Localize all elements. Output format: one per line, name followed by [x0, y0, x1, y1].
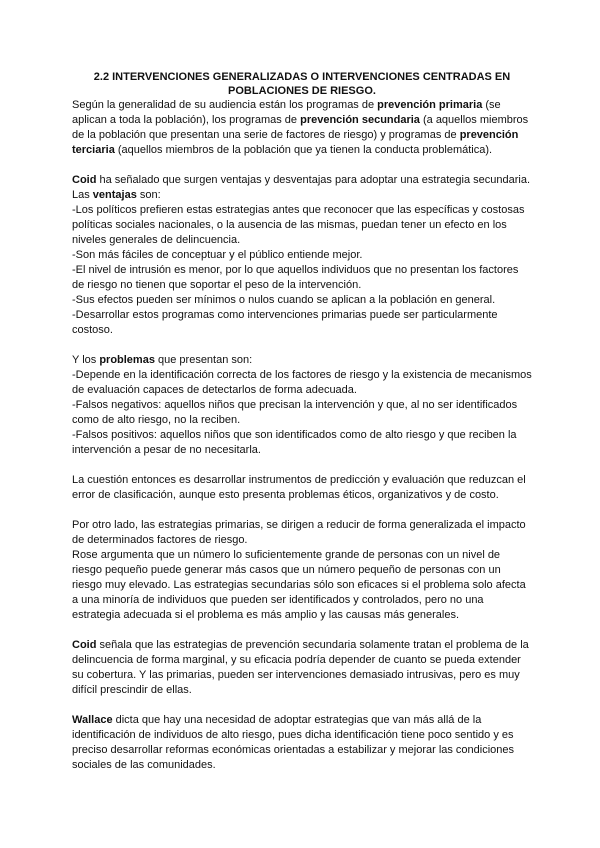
- text: dicta que hay una necesidad de adoptar estrategias que van más allá de la identificación de individuos de alto riesgo, pues dicha identificación tiene poco sentido y es preciso desarrollar reformas económicas orientadas a estabilizar y mejorar las condiciones sociales de las comunidades.: [72, 714, 515, 771]
- advantage-item: -Los políticos prefieren estas estrategias antes que reconocer que las específicas y costosas políticas sociales nacionales, o la ausencia de las mismas, puedan tener un efecto en los niveles generales de delincuencia.: [72, 204, 525, 246]
- bold-term: prevención secundaria: [300, 114, 420, 126]
- text: son:: [136, 189, 161, 201]
- paragraph-prevention-types: [72, 98, 532, 158]
- advantages-intro: [72, 173, 532, 203]
- paragraph-coid: [72, 638, 532, 698]
- bold-term: Coid: [72, 639, 97, 651]
- text: Rose argumenta que un número lo suficientemente grande de personas con un nivel de riesgo pequeño puede generar más casos que un número pequeño de personas con un riesgo muy elevado. Las estrategias secundarias sólo son eficaces si el problema solo afecta a una minoría de individuos que pueden ser identificados y controlados, pero no una estrategia adecuada si el problema es más amplio y las causas más generales.: [72, 549, 526, 621]
- advantage-item: -Desarrollar estos programas como intervenciones primarias puede ser particularmente costoso.: [72, 309, 498, 336]
- text: que presentan son:: [154, 354, 253, 366]
- paragraph-primary-strategies: [72, 518, 532, 623]
- paragraph-advantages: [72, 173, 532, 338]
- bold-term: prevención terciaria: [72, 129, 519, 156]
- problem-item: -Falsos negativos: aquellos niños que precisan la intervención y que, al no ser identificados como de alto riesgo, no la reciben.: [72, 399, 518, 426]
- text: ha señalado que surgen ventajas y desventajas para adoptar una estrategia secundaria. Las: [72, 174, 531, 201]
- paragraph-problems: [72, 353, 532, 458]
- problems-intro: [72, 353, 532, 368]
- text: (se aplican a toda la población), los programas de: [72, 99, 501, 126]
- text: Y los: [72, 354, 100, 366]
- text: (aquellos miembros de la población que ya tienen la conducta problemática).: [114, 144, 493, 156]
- document-page: [72, 70, 532, 788]
- problem-item: -Falsos positivos: aquellos niños que son identificados como de alto riesgo y que reciben la intervención a pesar de no necesitarla.: [72, 429, 517, 456]
- text: señala que las estrategias de prevención secundaria solamente tratan el problema de la delincuencia de forma marginal, y su eficacia podría depender de cuanto se pueda extender su cobertura. Y las primarias, pueden ser intervenciones demasiado intrusivas, pero es muy difícil prescindir de ellas.: [72, 639, 529, 696]
- bold-term: Coid: [72, 174, 97, 186]
- bold-term: ventajas: [92, 189, 137, 201]
- text: Según la generalidad de su audiencia están los programas de: [72, 99, 378, 111]
- bold-term: problemas: [99, 354, 155, 366]
- advantage-item: -Sus efectos pueden ser mínimos o nulos cuando se aplican a la población en general.: [72, 294, 496, 306]
- bold-term: prevención primaria: [377, 99, 483, 111]
- advantage-item: -El nivel de intrusión es menor, por lo que aquellos individuos que no presentan los factores de riesgo no tienen que soportar el peso de la intervención.: [72, 264, 519, 291]
- section-title: 2.2 INTERVENCIONES GENERALIZADAS O INTERVENCIONES CENTRADAS EN POBLACIONES DE RIESGO.: [93, 71, 511, 97]
- problem-item: -Depende en la identificación correcta de los factores de riesgo y la existencia de mecanismos de evaluación capaces de detectarlos de forma adecuada.: [72, 369, 532, 396]
- bold-term: Wallace: [72, 714, 113, 726]
- paragraph-wallace: [72, 713, 532, 773]
- paragraph-classification: La cuestión entonces es desarrollar instrumentos de predicción y evaluación que reduzcan el error de clasificación, aunque esto presenta problemas éticos, organizativos y de costo.: [72, 474, 526, 501]
- text: Por otro lado, las estrategias primarias, se dirigen a reducir de forma generalizada el impacto de determinados factores de riesgo.: [72, 519, 526, 546]
- advantage-item: -Son más fáciles de conceptuar y el público entiende mejor.: [72, 249, 363, 261]
- text: (a aquellos miembros de la población que presentan una serie de factores de riesgo) y programas de: [72, 114, 529, 141]
